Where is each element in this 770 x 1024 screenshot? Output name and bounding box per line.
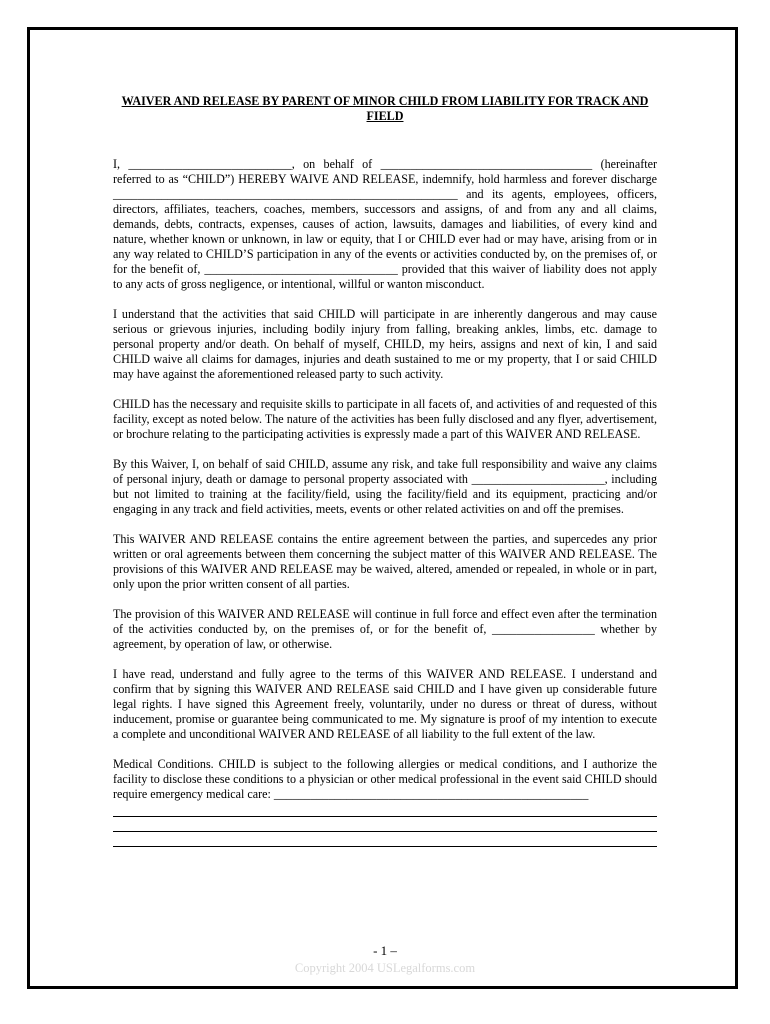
blank-line[interactable] [113, 832, 657, 847]
paragraph-release: I, ___________________________, on behalf of ___________________________________ (hereinafter referred to as “CHILD”) HEREBY WAIVE AND RELEASE, indemnify, hold harmless and forever discharge _________________________________________________________ and its agents, employees, officers, directors, affiliates, teachers, coaches, members, successors and assigns, of and from any and all claims, demands, debts, contracts, expenses, causes of action, lawsuits, damages and liabilities, of every kind and nature, whether known or unknown, in law or equity, that I or CHILD ever had or may have, arising from or in any way related to CHILD’S participation in any of the events or activities conducted by, on the premises of, or for the benefit of, ________________________________ provided that this waiver of liability does not apply to any acts of gross negligence, or intentional, willful or wanton misconduct. [113, 157, 657, 291]
document-body [113, 94, 657, 847]
paragraph-entire-agreement: This WAIVER AND RELEASE contains the entire agreement between the parties, and supercedes any prior written or oral agreements between them concerning the subject matter of this WAIVER AND RELEASE. The provisions of this WAIVER AND RELEASE may be waived, altered, amended or repealed, in whole or in part, only upon the prior written consent of all parties. [113, 532, 657, 591]
blank-line[interactable] [113, 817, 657, 832]
paragraph-skills: CHILD has the necessary and requisite skills to participate in all facets of, and activities of and requested of this facility, except as noted below. The nature of the activities has been fully disclosed and any flyer, advertisement, or brochure relating to the participating activities is expressly made a part of this WAIVER AND RELEASE. [113, 397, 657, 441]
paragraph-survival: The provision of this WAIVER AND RELEASE will continue in full force and effect even after the termination of the activities conducted by, on the premises of, or for the benefit of, _________________ whether by agreement, by operation of law, or otherwise. [113, 607, 657, 651]
paragraph-medical-conditions: Medical Conditions. CHILD is subject to the following allergies or medical conditions, and I authorize the facility to disclose these conditions to a physician or other medical professional in the event said CHILD should require emergency medical care: ____________________________________________________ [113, 757, 657, 801]
document-title: WAIVER AND RELEASE BY PARENT OF MINOR CHILD FROM LIABILITY FOR TRACK AND FIELD [121, 94, 649, 123]
blank-line[interactable] [113, 802, 657, 817]
page-number: - 1 – [373, 943, 397, 958]
medical-conditions-lines [113, 802, 657, 847]
paragraph-assume-risk: By this Waiver, I, on behalf of said CHILD, assume any risk, and take full responsibility and waive any claims of personal injury, death or damage to personal property associated with ______________________, including but not limited to training at the facility/field, using the facility/field and its equipment, practicing and/or engaging in any track and field activities, meets, events or other related activities on and off the premises. [113, 457, 657, 516]
copyright-watermark: Copyright 2004 USLegalforms.com [294, 961, 476, 975]
paragraph-inherent-danger: I understand that the activities that said CHILD will participate in are inherently dangerous and may cause serious or grievous injuries, including bodily injury from falling, breaking ankles, limbs, etc. damage to personal property and/or death. On behalf of myself, CHILD, my heirs, assigns and next of kin, I and said CHILD waive all claims for damages, injuries and death sustained to me or my property, that I or said CHILD may have against the aforementioned released party to such activity. [113, 307, 657, 381]
paragraph-acknowledgement: I have read, understand and fully agree to the terms of this WAIVER AND RELEASE. I understand and confirm that by signing this WAIVER AND RELEASE said CHILD and I have given up considerable future legal rights. I have signed this Agreement freely, voluntarily, under no duress or threat of duress, without inducement, promise or guarantee being communicated to me. My signature is proof of my intention to execute a complete and unconditional WAIVER AND RELEASE of all liability to the full extent of the law. [113, 667, 657, 741]
